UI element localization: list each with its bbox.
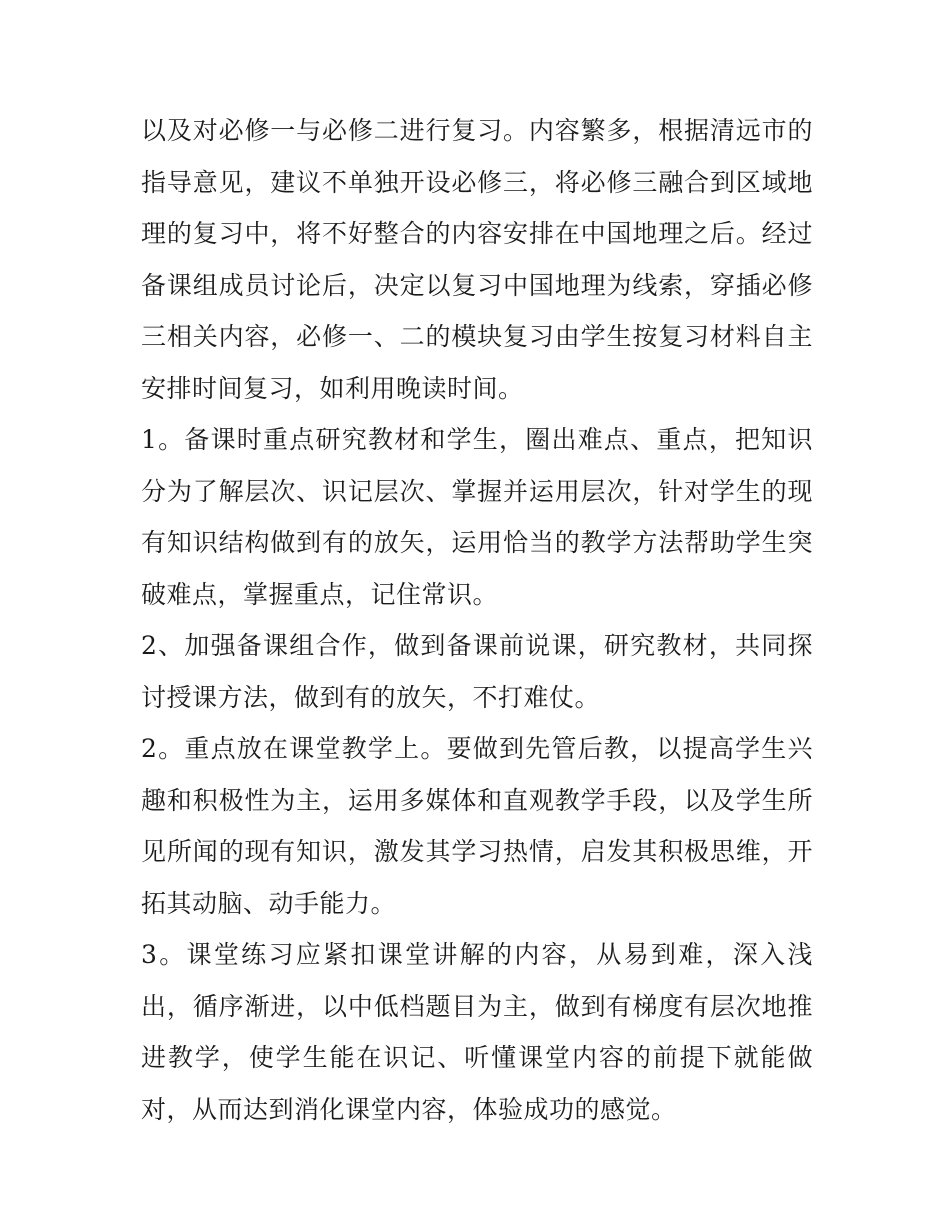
paragraph-item-2-collaboration: 2、加强备课组合作，做到备课前说课，研究教材，共同探讨授课方法，做到有的放矢，不打难仗。 [141, 631, 813, 712]
paragraph-review-plan: 以及对必修一与必修二进行复习。内容繁多，根据清远市的指导意见，建议不单独开设必修三，将必修三融合到区域地理的复习中，将不好整合的内容安排在中国地理之后。经过备课组成员讨论后，决定以复习中国地理为线索，穿插必修三相关内容，必修一、二的模块复习由学生按复习材料自主安排时间复习，如利用晚读时间。 [141, 116, 813, 403]
document-body [141, 105, 813, 1135]
paragraph-item-2-classroom-teaching: 2。重点放在课堂教学上。要做到先管后教，以提高学生兴趣和积极性为主，运用多媒体和直观教学手段，以及学生所见所闻的现有知识，激发其学习热情，启发其积极思维，开拓其动脑、动手能力。 [141, 734, 813, 918]
paragraph-item-1-lesson-prep: 1。备课时重点研究教材和学生，圈出难点、重点，把知识分为了解层次、识记层次、掌握并运用层次，针对学生的现有知识结构做到有的放矢，运用恰当的教学方法帮助学生突破难点，掌握重点，记住常识。 [141, 425, 813, 609]
paragraph-item-3-classroom-practice: 3。课堂练习应紧扣课堂讲解的内容，从易到难，深入浅出，循序渐进，以中低档题目为主，做到有梯度有层次地推进教学，使学生能在识记、听懂课堂内容的前提下就能做对，从而达到消化课堂内容，体验成功的感觉。 [141, 940, 813, 1124]
